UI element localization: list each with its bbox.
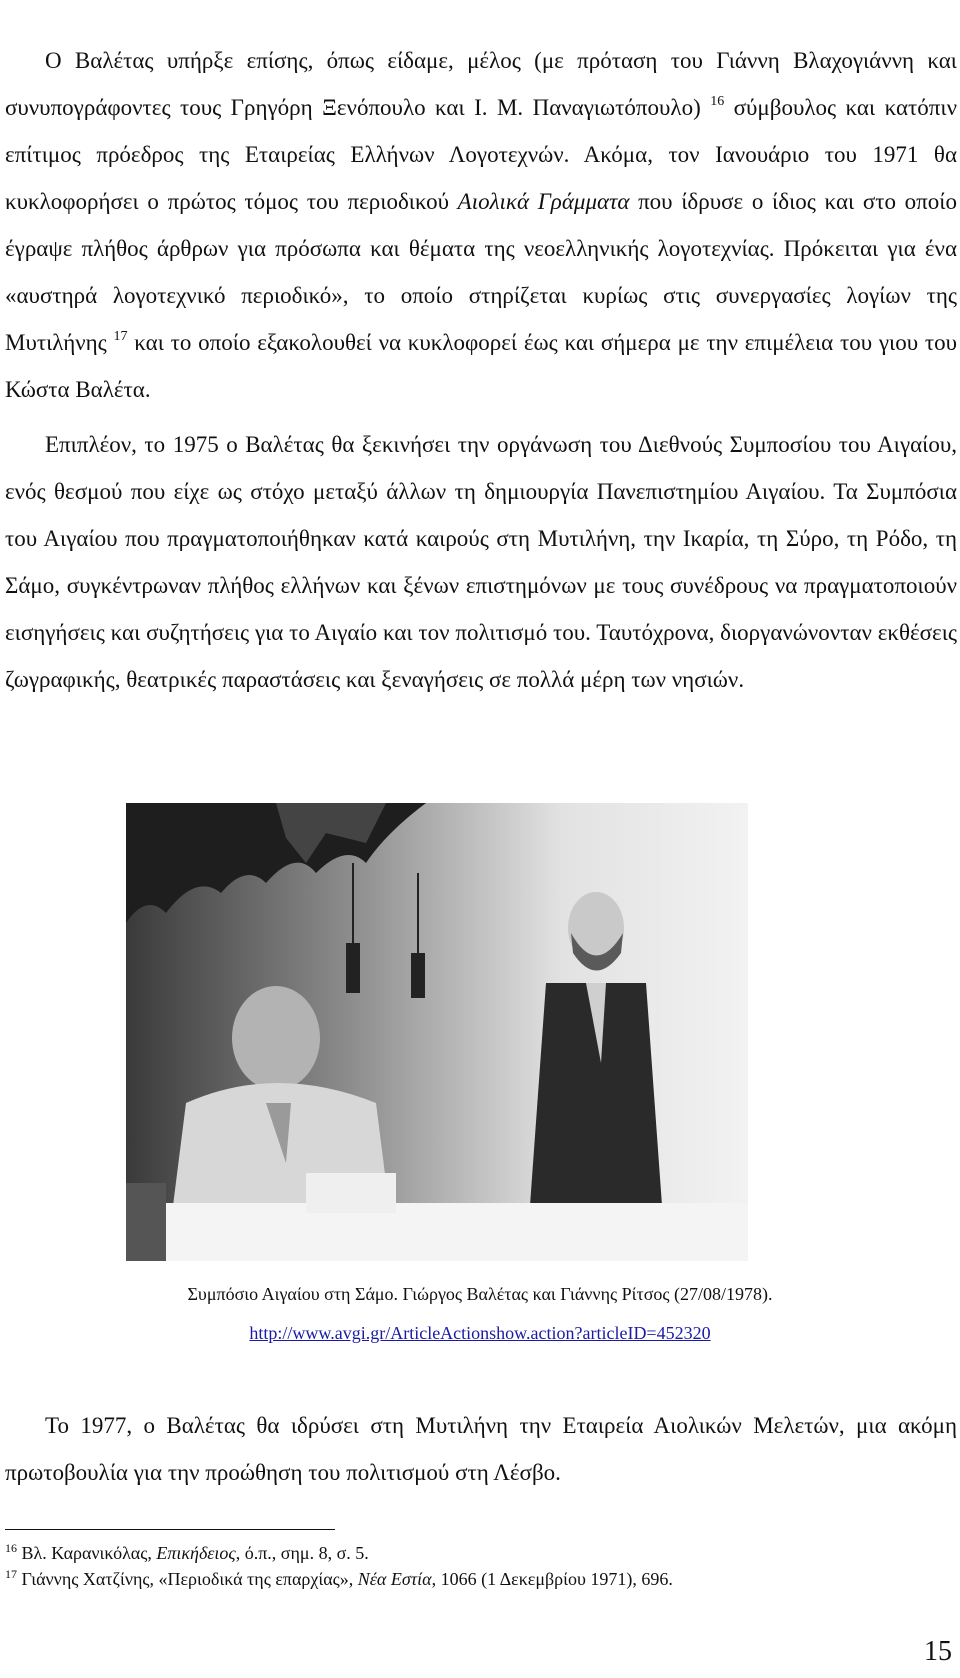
- footnote-text: Γιάννης Χατζίνης, «Περιοδικά της επαρχίας»,: [17, 1569, 358, 1589]
- paragraph-1-part-4: και το οποίο εξακολουθεί να κυκλοφορεί έως και σήμερα με την επιμέλεια του γιου του Κώστα Βαλέτα.: [5, 330, 957, 402]
- footnote-italic: Επικήδειος: [156, 1543, 236, 1563]
- paragraph-1-part-3: που ίδρυσε ο ίδιος και στο οποίο έγραψε πλήθος άρθρων για πρόσωπα και θέματα της νεοελληνικής λογοτεχνίας. Πρόκειται για ένα «αυστηρά λογοτεχνικό περιοδικό», το οποίο στηρίζεται κυρίως στις συνεργασίες λογίων της Μυτιλήνης: [5, 189, 957, 355]
- footnote-separator: [5, 1529, 335, 1530]
- page-number: 15: [924, 1636, 952, 1667]
- paragraph-2: Επιπλέον, το 1975 ο Βαλέτας θα ξεκινήσει την οργάνωση του Διεθνούς Συμποσίου του Αιγαίου, ενός θεσμού που είχε ως στόχο μεταξύ άλλων τη δημιουργία Πανεπιστημίου Αιγαίου. Τα Συμπόσια του Αιγαίου που πραγματοποιήθηκαν κατά καιρούς στη Μυτιλήνη, την Ικαρία, τη Σύρο, τη Ρόδο, τη Σάμο, συγκέντρωναν πλήθος ελλήνων και ξένων επιστημόνων με τους συνέδρους να πραγματοποιούν εισηγήσεις και συζητήσεις για το Αιγαίο και τον πολιτισμό του. Ταυτόχρονα, διοργανώνονταν εκθέσεις ζωγραφικής, θεατρικές παραστάσεις και ξεναγήσεις σε πολλά μέρη των νησιών.: [5, 432, 957, 692]
- footnote-17: [5, 1567, 955, 1591]
- footnote-italic: Νέα Εστία: [357, 1569, 432, 1589]
- footnote-ref-16[interactable]: 16: [710, 94, 725, 109]
- figure-source-link[interactable]: http://www.avgi.gr/ArticleActionshow.action?articleID=452320: [249, 1323, 711, 1343]
- footnote-16: [5, 1541, 955, 1565]
- footnote-text: , ό.π., σημ. 8, σ. 5.: [235, 1543, 369, 1563]
- footnote-number: 17: [5, 1567, 17, 1581]
- footnote-text: Βλ. Καρανικόλας,: [17, 1543, 157, 1563]
- paragraph-1-part-2: σύμβουλος και κατόπιν επίτιμος πρόεδρος της Εταιρείας Ελλήνων Λογοτεχνών. Ακόμα, τον Ιανουάριο του 1971 θα κυκλοφορήσει ο πρώτος τόμος του περιοδικού: [5, 95, 957, 214]
- footnote-ref-17[interactable]: 17: [113, 329, 128, 344]
- paragraph-1: [5, 37, 957, 413]
- footnote-text: , 1066 (1 Δεκεμβρίου 1971), 696.: [431, 1569, 673, 1589]
- figure-caption: Συμπόσιο Αιγαίου στη Σάμο. Γιώργος Βαλέτας και Γιάννης Ρίτσος (27/08/1978).: [187, 1284, 773, 1304]
- footnote-number: 16: [5, 1541, 17, 1555]
- symposium-photo: [126, 803, 748, 1261]
- paragraph-3: Το 1977, ο Βαλέτας θα ιδρύσει στη Μυτιλήνη την Εταιρεία Αιολικών Μελετών, μια ακόμη πρωτοβουλία για την προώθηση του πολιτισμού στη Λέσβο.: [5, 1413, 957, 1485]
- journal-title: Αιολικά Γράμματα: [457, 189, 630, 214]
- paragraph-1-part-1: Ο Βαλέτας υπήρξε επίσης, όπως είδαμε, μέλος (με πρόταση του Γιάννη Βλαχογιάννη και συνυπογράφοντες τους Γρηγόρη Ξενόπουλο και Ι. Μ. Παναγιωτόπουλο): [5, 48, 957, 120]
